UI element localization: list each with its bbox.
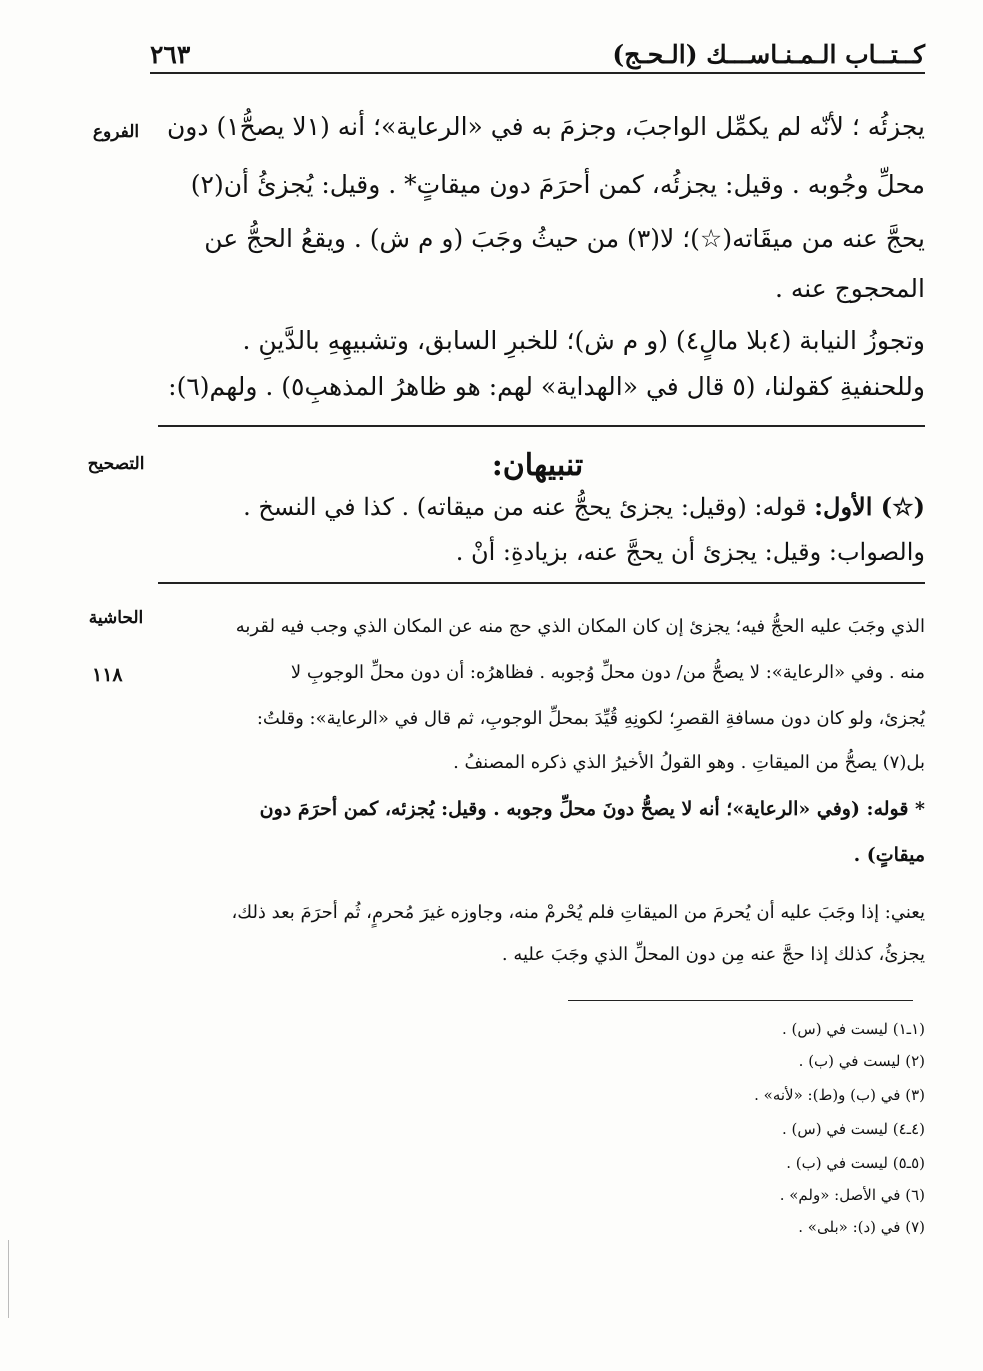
margin-folio-number: ١١٨ [92, 664, 123, 686]
section-rule-2 [158, 582, 925, 584]
tanbih-line-1 [243, 492, 925, 521]
footnote-6: (٦) في الأصل: «ولم» . [779, 1186, 925, 1204]
hashiya-line-1: الذي وجَبَ عليه الحجُّ فيه؛ يجزئ إن كان المكان الذي حج منه عن المكان الذي وجب فيه لقربه [235, 616, 925, 637]
section-rule-1 [158, 425, 925, 427]
footnote-2: (٢) ليست في (ب) . [798, 1052, 925, 1070]
main-line-6: وللحنفيةِ كقولنا، (٥ قال في «الهداية» لهم: هو ظاهرُ المذهبِ٥) . ولهم(٦): [168, 372, 925, 401]
tanbih-line-1-text: قوله: (وقيل: يجزئ يحجُّ عنه من ميقاته) . كذا في النسخ . [243, 493, 807, 521]
main-line-4: المحجوج عنه . [774, 274, 925, 303]
tanbih-heading: تنبيهان: [491, 448, 584, 483]
page-number: ٢٦٣ [150, 40, 191, 69]
tanbih-lead: (☆) الأول: [814, 492, 925, 521]
hashiya-line-2: منه . وفي «الرعاية»: لا يصحُّ من/ دون محلِّ وُجوبه . فظاهرُه: أن دون محلِّ الوجوبِ لا [290, 662, 925, 683]
running-title: كــتــاب الـمـنـاســـك (الـحـج) [612, 40, 925, 69]
header-rule [150, 72, 925, 74]
footnote-3: (٣) في (ب) و(ط): «لأنه» . [754, 1086, 925, 1104]
label-furu: الفروع [92, 122, 140, 142]
footnote-7: (٧) في (د): «بلى» . [798, 1218, 925, 1236]
hashiya-line-4: بل(٧) يصحُّ من الميقاتِ . وهو القولُ الأخيرُ الذي ذكره المصنفُ . [453, 752, 925, 773]
tanbih-line-2: والصواب: وقيل: يجزئ أن يحجَّ عنه، بزيادةِ: أنْ . [455, 538, 925, 566]
main-line-1: يجزئُه ؛ لأنّه لم يكمِّل الواجبَ، وجزمَ به في «الرعاية»؛ أنه (١لا يصحُّ١) دون [166, 112, 925, 141]
quote-line-2: ميقاتٍ) . [853, 844, 925, 866]
main-line-2: محلِّ وجُوبه . وقيل: يجزئُه، كمن أحرَمَ دون ميقاتٍ* . وقيل: يُجزئُ أن(٢) [190, 170, 925, 199]
hashiya-line-3: يُجزئ، ولو كان دون مسافةِ القصرِ؛ لكونِهِ قُيِّدَ بمحلِّ الوجوبِ، ثم قال في «الرعاية»: وقلتُ: [256, 708, 925, 729]
footnote-5: (٥ـ٥) ليست في (ب) . [786, 1154, 925, 1172]
label-hashiya: الحاشية [88, 608, 144, 628]
explain-line-1: يعني: إذا وجَبَ عليه أن يُحرمَ من الميقاتِ فلم يُحْرمْ منه، وجاوزه غيرَ مُحرمٍ، ثُم أحرَمَ بعد ذلك، [231, 902, 925, 923]
quote-line-1: * قوله: (وفي «الرعاية»؛ أنه لا يصحُّ دونَ محلِّ وجوبه . وقيل: يُجزئه، كمن أحرَمَ دون [259, 798, 925, 820]
footnote-1: (١ـ١) ليست في (س) . [782, 1020, 925, 1038]
label-tashih: التصحيح [87, 454, 145, 474]
footnote-rule [568, 1000, 913, 1001]
explain-line-2: يجزئُ، كذلك إذا حجَّ عنه مِن دون المحلِّ الذي وجَبَ عليه . [501, 944, 925, 965]
main-line-5: وتجوزُ النيابة (٤بلا مالٍ٤) (و م ش)؛ للخبرِ السابق، وتشبيهِهِ بالدَّينِ . [242, 326, 925, 355]
page-header [150, 40, 925, 70]
footnote-4: (٤ـ٤) ليست في (س) . [782, 1120, 925, 1138]
scan-edge-mark [8, 1240, 9, 1318]
main-line-3: يحجَّ عنه من ميقَاته(☆)؛ لا(٣) من حيثُ وجَبَ (و م ش) . ويقعُ الحجُّ عن [204, 224, 925, 253]
